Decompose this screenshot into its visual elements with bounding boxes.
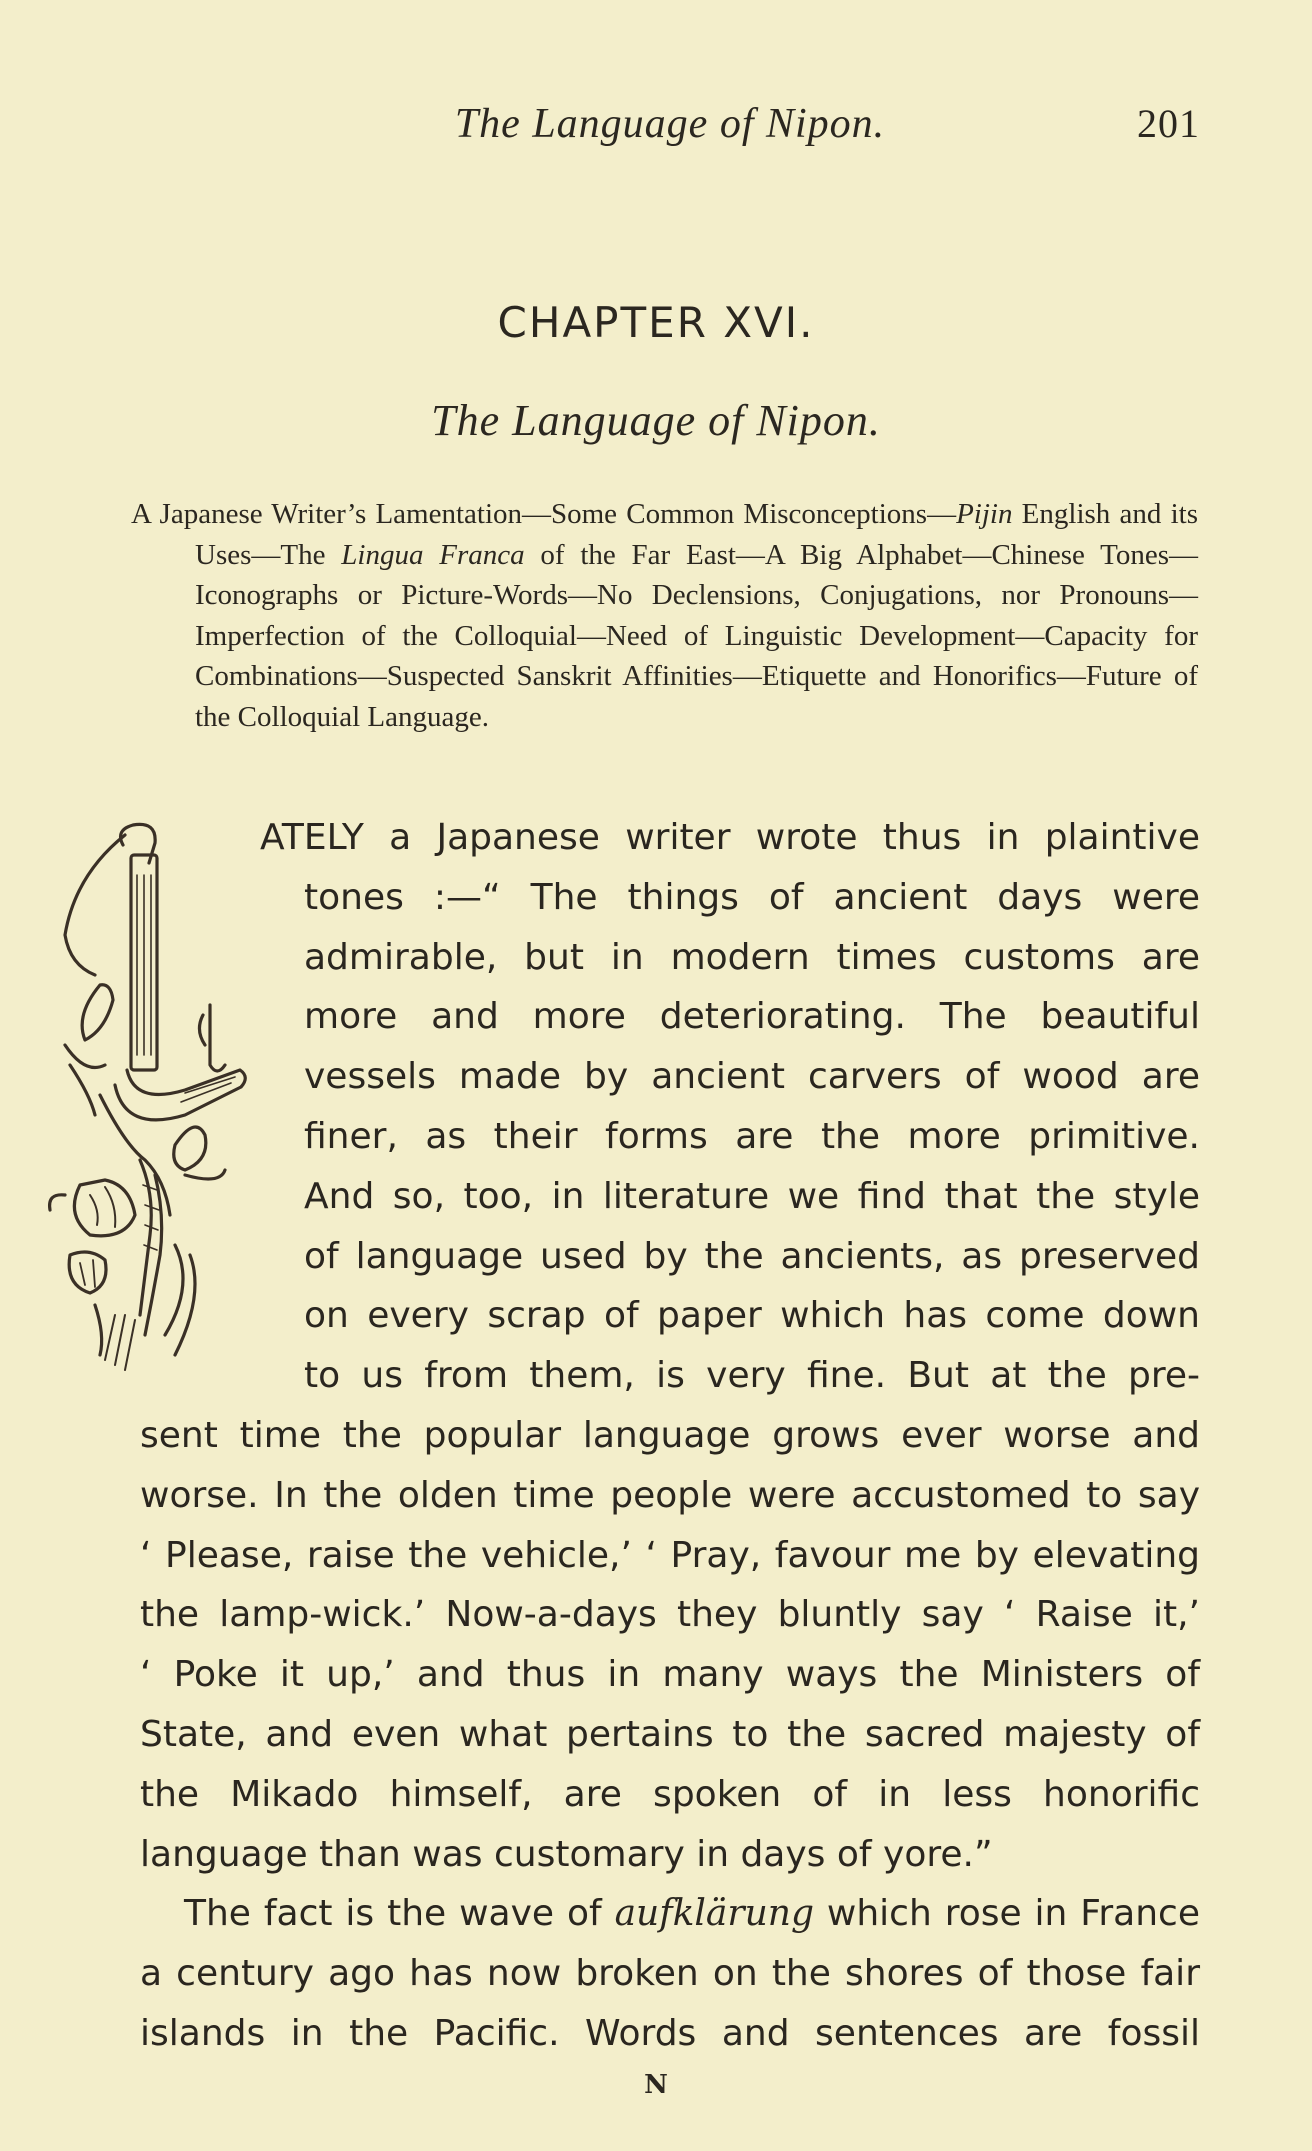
synopsis-text-3: of the Far East—A Big Alphabet—Chinese Tones—Iconographs or Picture-Words—No Declensions, Conjugations, nor Pronouns—Imperfection of the Colloquial—Need of Linguistic Development—Capacity for Combinations—Suspected Sanskrit Affinities—Etiquette and Honorifics—Future of the Colloquial Language.: [195, 538, 1198, 733]
text-run: which rose in France: [813, 1893, 1200, 1935]
text-line: admirable, but in modern times customs are: [304, 936, 1200, 978]
signature-mark: N: [644, 2070, 668, 2100]
text-line: of language used by the ancients, as preserved: [304, 1235, 1200, 1277]
page-number: 201: [1137, 101, 1200, 146]
text-line: ‘ Please, raise the vehicle,’ ‘ Pray, favour me by elevating: [140, 1534, 1200, 1576]
text-line: worse. In the olden time people were accustomed to say: [140, 1474, 1200, 1516]
synopsis-pijin: Pijin: [956, 498, 1013, 530]
text-line: vessels made by ancient carvers of wood are: [304, 1056, 1200, 1098]
text-line: the lamp-wick.’ Now-a-days they bluntly say ‘ Raise it,’: [140, 1594, 1200, 1636]
body-text: [140, 808, 1200, 2064]
text-line: [140, 1884, 1200, 1944]
synopsis-lingua-franca: Lingua Franca: [341, 538, 525, 571]
text-line: And so, too, in literature we find that the style: [304, 1175, 1200, 1217]
text-line: tones :—“ The things of ancient days were: [304, 876, 1200, 918]
text-line: ‘ Poke it up,’ and thus in many ways the Ministers of: [140, 1654, 1200, 1696]
text-line: to us from them, is very fine. But at the pre-: [304, 1355, 1200, 1397]
text-line: on every scrap of paper which has come down: [304, 1295, 1200, 1337]
text-run: The fact is the wave of: [184, 1893, 615, 1935]
text-run-italic: aufklärung: [614, 1893, 814, 1935]
text-line: the Mikado himself, are spoken of in less honorific: [140, 1773, 1200, 1815]
text-line: ATELY a Japanese writer wrote thus in plaintive: [260, 817, 1200, 858]
synopsis-text-1: A Japanese Writer’s Lamentation—Some Common Misconceptions—: [131, 498, 957, 530]
chapter-synopsis: [131, 494, 1198, 737]
chapter-number: CHAPTER XVI.: [497, 298, 815, 347]
chapter-title: The Language of Nipon.: [431, 396, 881, 445]
text-line: sent time the popular language grows ever worse and: [140, 1414, 1200, 1456]
text-line: islands in the Pacific. Words and sentences are fossil: [140, 2012, 1200, 2054]
synopsis-text-2: English and its Uses—The: [195, 498, 1198, 571]
text-line: a century ago has now broken on the shores of those fair: [140, 1953, 1200, 1995]
text-line: language than was customary in days of yore.”: [140, 1833, 993, 1875]
running-head: [140, 100, 1200, 160]
text-line: finer, as their forms are the more primitive.: [304, 1115, 1200, 1157]
running-title: The Language of Nipon.: [454, 101, 886, 147]
text-line: more and more deteriorating. The beautiful: [304, 996, 1200, 1038]
text-line: State, and even what pertains to the sacred majesty of: [140, 1713, 1200, 1755]
